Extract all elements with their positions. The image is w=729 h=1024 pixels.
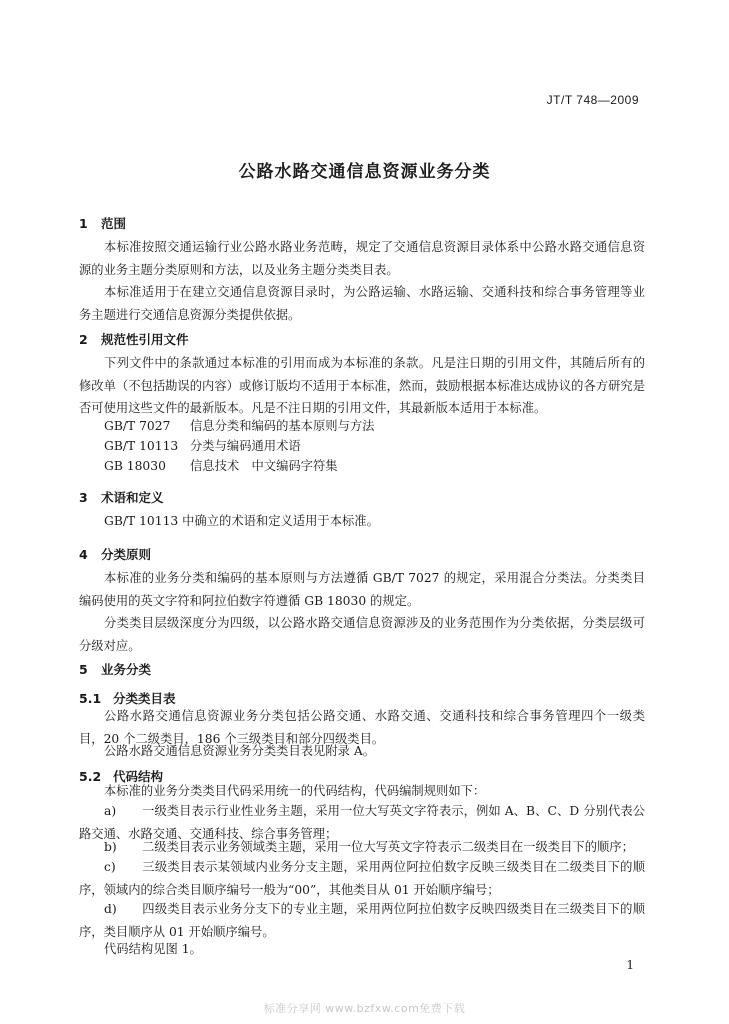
item-label: d) [104,902,117,916]
section-5-1-paragraph-1: 公路水路交通信息资源业务分类包括公路交通、水路交通、交通科技和综合事务管理四个一级类目，20 个二级类目，186 个三级类目和部分四级类目。 [79,709,645,746]
section-5-2-paragraph-1: 本标准的业务分类类目代码采用统一的代码结构，代码编制规则如下： [104,784,486,798]
code-rule-item [79,856,645,901]
section-5-heading [79,660,151,678]
section-4-paragraph-2: 分类类目层级深度分为四级，以公路水路交通信息资源涉及的业务范围作为分类依据，分类层级可分级对应。 [79,616,645,653]
section-5-2-paragraph-2: 代码结构见图 1。 [104,942,202,956]
document-title: 公路水路交通信息资源业务分类 [238,162,491,182]
item-text: 三级类目表示某领域内业务分支主题，采用两位阿拉伯数字反映三级类目在二级类目下的顺序，领域内的综合类目顺序编号一般为“00”，其他类目从 01 开始顺序编号； [79,860,645,897]
standard-code: JT/T 748—2009 [546,93,639,107]
reference-name: 信息分类和编码的基本原则与方法 [190,419,375,433]
reference-item [104,417,374,435]
section-1-paragraph-1: 本标准按照交通运输行业公路水路业务范畴，规定了交通信息资源目录体系中公路水路交通信息资源的业务主题分类原则和方法，以及业务主题分类类目表。 [79,240,645,277]
section-2-heading [79,330,189,348]
section-number: 5.1 [79,691,102,706]
section-4-paragraph-1: 本标准的业务分类和编码的基本原则与方法遵循 GB/T 7027 的规定，采用混合分类法。分类类目编码使用的英文字符和阿拉伯数字符遵循 GB 18030 的规定。 [79,571,645,608]
item-label: c) [104,860,116,874]
section-title: 分类原则 [101,547,152,562]
section-number: 5.2 [79,769,102,784]
section-4-heading [79,545,151,563]
section-number: 2 [79,332,88,347]
section-title: 范围 [101,216,127,231]
section-number: 4 [79,547,88,562]
item-label: a) [104,804,117,818]
watermark-text: 标准分享网 www.bzfxw.com免费下载 [263,1002,466,1015]
section-2-paragraph-1: 下列文件中的条款通过本标准的引用而成为本标准的条款。凡是注日期的引用文件，其随后所有的修改单（不包括勘误的内容）或修订版均不适用于本标准，然而，鼓励根据本标准达成协议的各方研究是否可使用这些文件的最新版本。凡是不注日期的引用文件，其最新版本适用于本标准。 [79,356,645,415]
section-title: 代码结构 [113,769,164,784]
reference-code: GB 18030 [104,459,166,473]
page-number: 1 [626,958,634,972]
reference-name: 分类与编码通用术语 [190,439,301,453]
section-number: 5 [79,662,88,677]
section-3-paragraph-1: GB/T 10113 中确立的术语和定义适用于本标准。 [104,514,379,528]
item-text: 四级类目表示业务分支下的专业主题，采用两位阿拉伯数字反映四级类目在三级类目下的顺序，类目顺序从 01 开始顺序编号。 [79,902,645,939]
section-3-heading [79,488,164,506]
section-number: 3 [79,490,88,505]
section-title: 规范性引用文件 [101,332,189,347]
section-1-paragraph-2: 本标准适用于在建立交通信息资源目录时，为公路运输、水路运输、交通科技和综合事务管理等业务主题进行交通信息资源分类提供依据。 [79,285,645,322]
section-title: 业务分类 [101,662,152,677]
reference-name: 信息技术 中文编码字符集 [190,459,338,473]
section-1-heading [79,214,126,232]
section-title: 术语和定义 [101,490,164,505]
item-text: 一级类目表示行业性业务主题，采用一位大写英文字符表示，例如 A、B、C、D 分别代表公路交通、水路交通、交通科技、综合事务管理； [79,804,645,841]
reference-item [104,457,338,475]
reference-item [104,437,301,455]
section-title: 分类类目表 [113,691,176,706]
code-rule-item [79,898,645,943]
item-label: b) [104,840,117,854]
section-number: 1 [79,216,88,231]
item-text: 二级类目表示业务领域类主题，采用一位大写英文字符表示二级类目在一级类目下的顺序； [142,840,634,854]
reference-code: GB/T 7027 [104,419,171,433]
reference-code: GB/T 10113 [104,439,179,453]
section-5-1-paragraph-2: 公路水路交通信息资源业务分类类目表见附录 A。 [104,744,376,758]
